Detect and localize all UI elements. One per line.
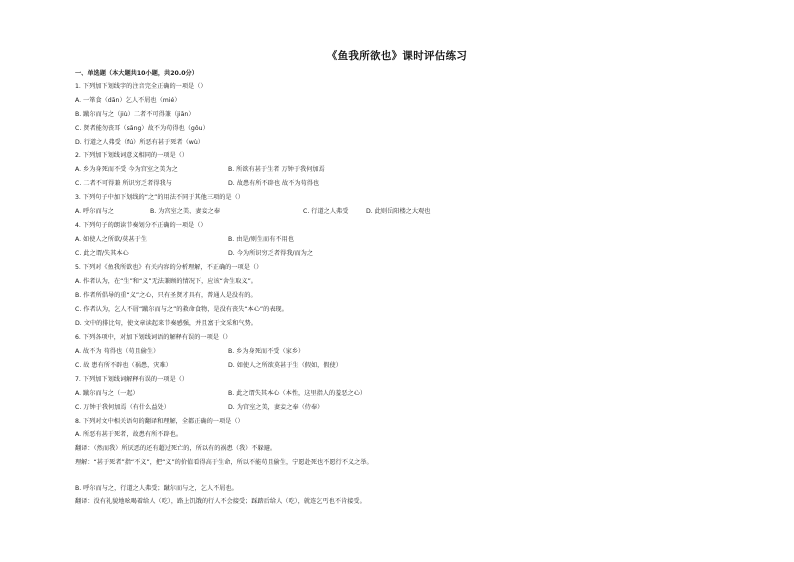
q6-stem: 6. 下列各项中，对加下划线词语的解释有误的一项是（） xyxy=(75,334,232,341)
q3-option-a[interactable]: A. 呼尔而与之 xyxy=(75,208,114,215)
section-heading: 一、单选题（本大题共10小题，共20.0分） xyxy=(75,70,198,77)
q5-option-a[interactable]: A. 作者认为，在“生”和“义”无法兼顾的情况下，应该“舍生取义”。 xyxy=(75,278,257,285)
q7-option-c[interactable]: C. 万钟于我何加焉（有什么益处） xyxy=(75,404,170,411)
q1-option-c[interactable]: C. 贤者能勿丧耳（sāng）故不为苟得也（gǒu） xyxy=(75,125,209,132)
q1-option-a[interactable]: A. 一箪食（dān）乞人不屑也（mié） xyxy=(75,97,181,104)
q3-option-c[interactable]: C. 行道之人弗受 xyxy=(303,208,349,215)
q8-option-a-understanding: 理解：“甚于死者”指“不义”，把“义”的价值看得高于生命，所以不能苟且偷生，宁愿赴死也不愿行不义之举。 xyxy=(75,459,373,466)
q6-option-d[interactable]: D. 如使人之所欲莫甚于生（假如，假使） xyxy=(228,362,342,369)
q7-option-a[interactable]: A. 蹴尔而与之（一起） xyxy=(75,390,139,397)
q5-option-b[interactable]: B. 作者所倡导的重“义”之心，只有圣贤才具有，普通人是没有的。 xyxy=(75,292,257,299)
document-title: 《鱼我所欲也》课时评估练习 xyxy=(326,50,468,62)
q2-option-a[interactable]: A. 乡为身死而不受 今为宫室之美为之 xyxy=(75,166,178,173)
q8-option-a-translation: 翻译：（然而我）所厌恶的还有超过死亡的，所以有的祸患（我）不躲避。 xyxy=(75,445,277,452)
q7-option-d[interactable]: D. 为宫室之美，妻妾之奉（侍奉） xyxy=(228,404,324,411)
q4-stem: 4. 下列句子的朗读节奏划分不正确的一项是（） xyxy=(75,222,207,229)
q8-option-b-translation: 翻译：没有礼貌地吆喝着给人（吃），路上饥饿的行人不会接受；踩踏后给人（吃），就连乞丐也不肯接受。 xyxy=(75,498,366,505)
q6-option-a[interactable]: A. 故不为 苟得也（苟且偷生） xyxy=(75,348,160,355)
q4-option-c[interactable]: C. 此之谓/失其本心 xyxy=(75,250,129,257)
q1-stem: 1. 下列加下划线字的注音完全正确的一项是（） xyxy=(75,83,207,90)
q5-option-c[interactable]: C. 作者认为，乞人不屑“蹴尔而与之”的救命食物，是没有丧失“本心”的表现。 xyxy=(75,306,288,313)
q6-option-c[interactable]: C. 故 患有所不辟也（祸患，灾难） xyxy=(75,362,172,369)
q4-option-b[interactable]: B. 由是/则生而有不用也 xyxy=(228,236,294,243)
q5-stem: 5. 下列对《鱼我所欲也》有关内容的分析理解，不正确的一项是（） xyxy=(75,264,263,271)
q7-option-b[interactable]: B. 此之谓失其本心（本性，这里指人的羞恶之心） xyxy=(228,390,367,397)
q2-option-c[interactable]: C. 二者不可得兼 所识穷乏者得我与 xyxy=(75,180,172,187)
q4-option-d[interactable]: D. 今为所识穷乏者得我/而为之 xyxy=(228,250,314,257)
q3-option-d[interactable]: D. 此则岳阳楼之大观也 xyxy=(366,208,431,215)
q8-stem: 8. 下列对文中相关语句的翻译和理解，全都正确的一项是（） xyxy=(75,418,244,425)
q3-stem: 3. 下列句子中加下划线的“之”的用法不同于其他三项的是（） xyxy=(75,194,244,201)
q4-option-a[interactable]: A. 如使人之所欲/莫甚于生 xyxy=(75,236,148,243)
q2-option-b[interactable]: B. 所欲有甚于生者 万钟于我何加焉 xyxy=(228,166,325,173)
q7-stem: 7. 下列加下划线词解释有误的一项是（） xyxy=(75,376,189,383)
q2-option-d[interactable]: D. 故患有所不辟也 故不为苟得也 xyxy=(228,180,320,187)
q8-option-a[interactable]: A. 所恶有甚于死者，故患有所不辟也。 xyxy=(75,431,183,438)
q8-option-b[interactable]: B. 呼尔而与之，行道之人弗受；蹴尔而与之，乞人不屑也。 xyxy=(75,485,238,492)
q1-option-b[interactable]: B. 蹴尔而与之（jiù）二者不可得兼（jiān） xyxy=(75,111,195,118)
q2-stem: 2. 下列加下划线词意义相同的一项是（） xyxy=(75,152,189,159)
q5-option-d[interactable]: D. 文中的排比句，使文章读起来节奏感强，并且富于文采和气势。 xyxy=(75,320,257,327)
q6-option-b[interactable]: B. 乡为身死而不受（家乡） xyxy=(228,348,305,355)
q3-option-b[interactable]: B. 为宫室之美、妻妾之奉 xyxy=(150,208,221,215)
q1-option-d[interactable]: D. 行道之人弗受（fú）所恶有甚于死者（wù） xyxy=(75,139,204,146)
